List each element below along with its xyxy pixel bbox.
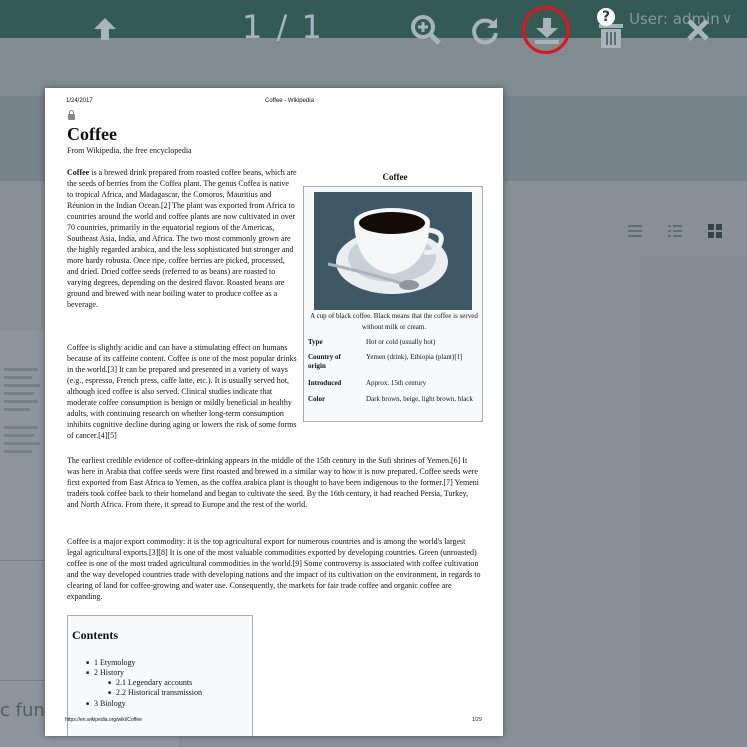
infobox-value: Dark brown, beige, light brown, black: [366, 395, 473, 403]
contents-heading: Contents: [72, 628, 119, 642]
document-page: [45, 88, 503, 736]
infobox-title: Coffee: [382, 172, 408, 182]
up-arrow-icon[interactable]: [92, 16, 118, 42]
toc-item[interactable]: ■ 3 Biology: [94, 699, 126, 709]
intro-bold: Coffee: [67, 168, 90, 177]
help-icon[interactable]: ?: [597, 8, 615, 26]
trash-icon[interactable]: [598, 22, 624, 48]
infobox-caption: A cup of black coffee. Black means that the coffee is served without milk or cream.: [310, 312, 478, 331]
infobox-key: Type: [308, 338, 323, 346]
lock-icon: [68, 114, 75, 120]
paragraph-3: The earliest credible evidence of coffee-drinking appears in the middle of the 15th century in the Sufi shrines of Yemen.[6] It was here in Arabia that coffee seeds were first roasted and brewed in a similar way to how it is now prepared. Coffee seeds were first exported from East Africa to Yemen, as the coffea arabica plant is thought to have been indigenous to the former.[7] Yemeni traders took coffee back to their homeland and began to cultivate the seed. By the 16th century, it had reached Persia, Turkey, and North Africa. From there, it spread to Europe and the rest of the world.: [67, 456, 479, 509]
zoom-in-icon[interactable]: [410, 14, 442, 46]
toc-item[interactable]: ■ 2 History: [94, 668, 124, 678]
article-title: Coffee: [67, 124, 117, 144]
page-header-date: 1/24/2017: [66, 98, 93, 104]
infobox-key: Color: [308, 395, 326, 403]
page-counter: 1 / 1: [242, 8, 324, 46]
paragraph-4: Coffee is a major export commodity: it is the top agricultural export for numerous countries and is among the world's largest legal agricultural exports.[3][8] It is one of the most valuable commodities exported by developing countries. Green (unroasted) coffee is one of the most traded agricultural commodities in the world.[9] Some controversy is associated with coffee cultivation and the way developed countries trade with developing nations and the impact of its cultivation on the environment, in regards to clearing of land for coffee-growing and water use. Consequently, the markets for fair trade coffee and organic coffee are expanding.: [67, 537, 481, 601]
paragraph-1-text: is a brewed drink prepared from roasted coffee beans, which are the seeds of berries from the Coffea plant. The genus Coffea is native to tropical Africa, and Madagascar, the Comoros, Mauritius and Réunion in the Indian Ocean.[2] The plant was exported from Africa to countries around the world and coffee plants are now cultivated in over 70 countries, primarily in the equatorial regions of the Americas, Southeast Asia, India, and Africa. The two most commonly grown are the highly regarded arabica, and the less sophisticated but stronger and more hardy robusta. Once ripe, coffee berries are picked, processed, and dried. Dried coffee seeds (referred to as beans) are roasted to varying degrees, depending on the desired flavor. Roasted beans are ground and brewed with near boiling water to produce coffee as a beverage.: [67, 168, 297, 309]
page-footer-url: https://en.wikipedia.org/wiki/Coffee: [65, 717, 142, 723]
toc-item[interactable]: ■ 2.1 Legendary accounts: [116, 678, 192, 688]
infobox-value: Approx. 15th century: [366, 379, 427, 387]
toc-item[interactable]: ■ 1 Etymology: [94, 658, 136, 668]
infobox: [303, 186, 483, 422]
infobox-value: Hot or cold (usually hot): [366, 338, 436, 346]
infobox-value: Yemen (drink), Ethiopia (plant)[1]: [366, 353, 463, 361]
download-highlight-ring: [522, 6, 570, 54]
infobox-key: Country of origin: [308, 353, 341, 370]
page-footer-number: 1/29: [472, 717, 482, 723]
article-subtitle: From Wikipedia, the free encyclopedia: [67, 146, 192, 155]
toc-item[interactable]: ■ 2.2 Historical transmission: [116, 688, 202, 698]
infobox-key: Introduced: [308, 379, 342, 387]
rotate-icon[interactable]: [470, 16, 500, 46]
paragraph-1: [67, 167, 297, 310]
page-header-title: Coffee - Wikipedia: [265, 98, 314, 104]
coffee-cup-image: [314, 192, 472, 310]
paragraph-2: Coffee is slightly acidic and can have a stimulating effect on humans because of its caffeine content. Coffee is one of the most popular drinks in the world.[3] It can be prepared and presented in a variety of ways (e.g., espresso, French press, caffe latte, etc.). It is usually served hot, although iced coffee is also served. Clinical studies indicate that moderate coffee consumption is benign or mildly beneficial in healthy adults, with continuing research on whether long-term consumption inhibits cognitive decline during aging or lowers the risk of some forms of cancer.[4][5]: [67, 343, 297, 440]
close-icon[interactable]: [686, 18, 710, 42]
